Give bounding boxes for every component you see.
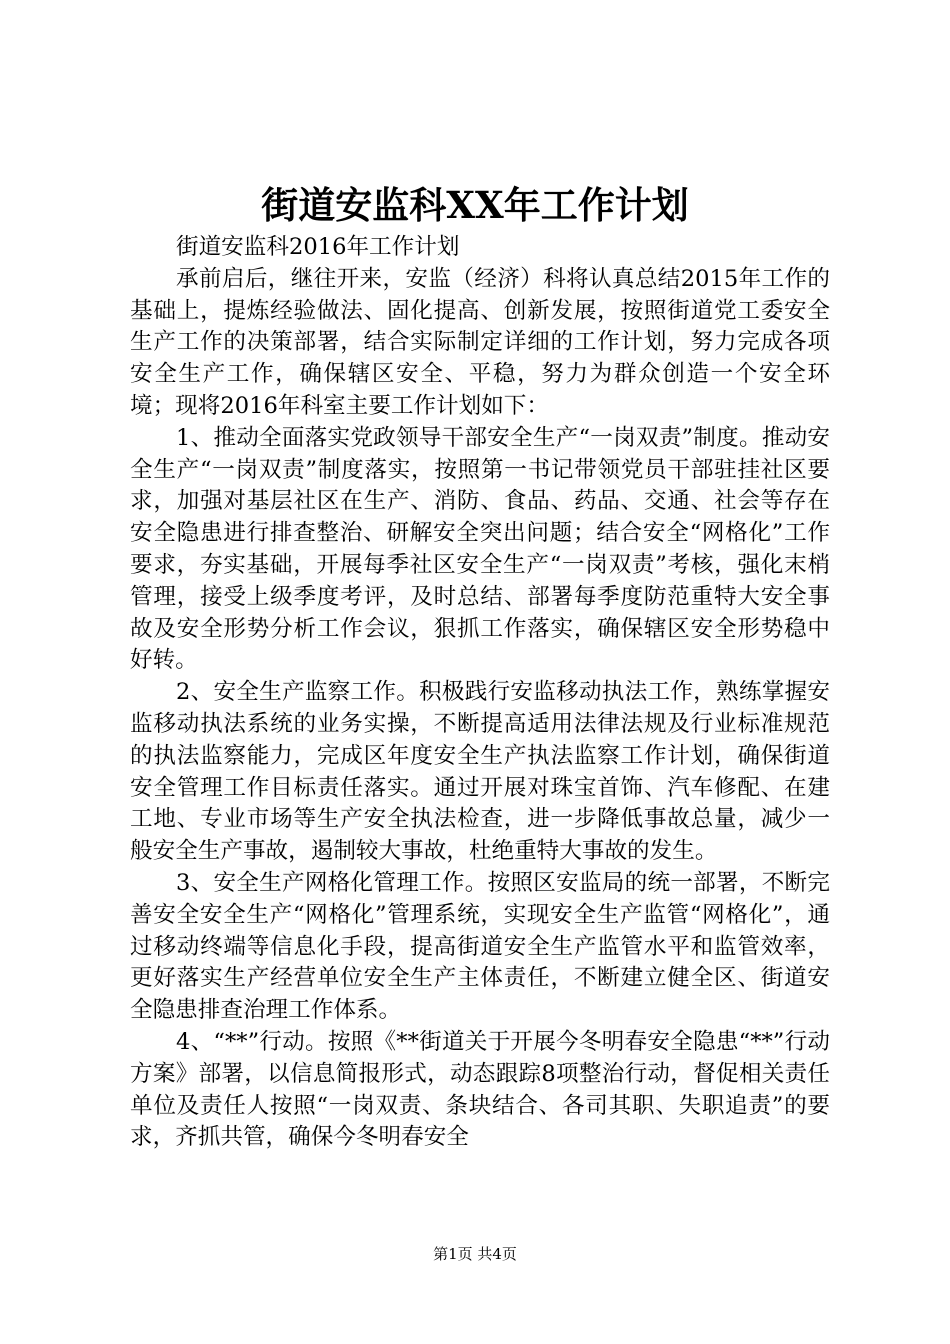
item-1-paragraph: 1、推动全面落实党政领导干部安全生产“一岗双责”制度。推动安全生产“一岗双责”制度落实，按照第一书记带领党员干部驻挂社区要求，加强对基层社区在生产、消防、食品、药品、交通、社会等存在安全隐患进行排查整治、研解安全突出问题；结合安全“网格化”工作要求，夯实基础，开展每季社区安全生产“一岗双责”考核，强化末梢管理，接受上级季度考评，及时总结、部署每季度防范重特大安全事故及安全形势分析工作会议，狠抓工作落实，确保辖区安全形势稳中好转。 xyxy=(130,424,830,674)
document-body xyxy=(130,232,830,1154)
item-4-paragraph: 4、“**”行动。按照《**街道关于开展今冬明春安全隐患“**”行动方案》部署，以信息简报形式，动态跟踪8项整治行动，督促相关责任单位及责任人按照“一岗双责、条块结合、各司其职、失职追责”的要求，齐抓共管，确保今冬明春安全 xyxy=(130,1028,830,1151)
document-title: 街道安监科XX年工作计划 xyxy=(261,183,689,227)
intro-paragraph: 承前启后，继往开来，安监（经济）科将认真总结2015年工作的基础上，提炼经验做法、固化提高、创新发展，按照街道党工委安全生产工作的决策部署，结合实际制定详细的工作计划，努力完成各项安全生产工作，确保辖区安全、平稳，努力为群众创造一个安全环境；现将2016年科室主要工作计划如下： xyxy=(130,265,830,419)
subtitle-paragraph: 街道安监科2016年工作计划 xyxy=(176,234,460,260)
item-3-paragraph: 3、安全生产网格化管理工作。按照区安监局的统一部署，不断完善安全安全生产“网格化”管理系统，实现安全生产监管“网格化”，通过移动终端等信息化手段，提高街道安全生产监管水平和监管效率，更好落实生产经营单位安全生产主体责任，不断建立健全区、街道安全隐患排查治理工作体系。 xyxy=(130,869,830,1024)
item-2-paragraph: 2、安全生产监察工作。积极践行安监移动执法工作，熟练掌握安监移动执法系统的业务实操，不断提高适用法律法规及行业标准规范的执法监察能力，完成区年度安全生产执法监察工作计划，确保街道安全管理工作目标责任落实。通过开展对珠宝首饰、汽车修配、在建工地、专业市场等生产安全执法检查，进一步降低事故总量，减少一般安全生产事故，遏制较大事故，杜绝重特大事故的发生。 xyxy=(130,679,830,865)
page-number-footer: 第1页 共4页 xyxy=(433,1245,517,1263)
